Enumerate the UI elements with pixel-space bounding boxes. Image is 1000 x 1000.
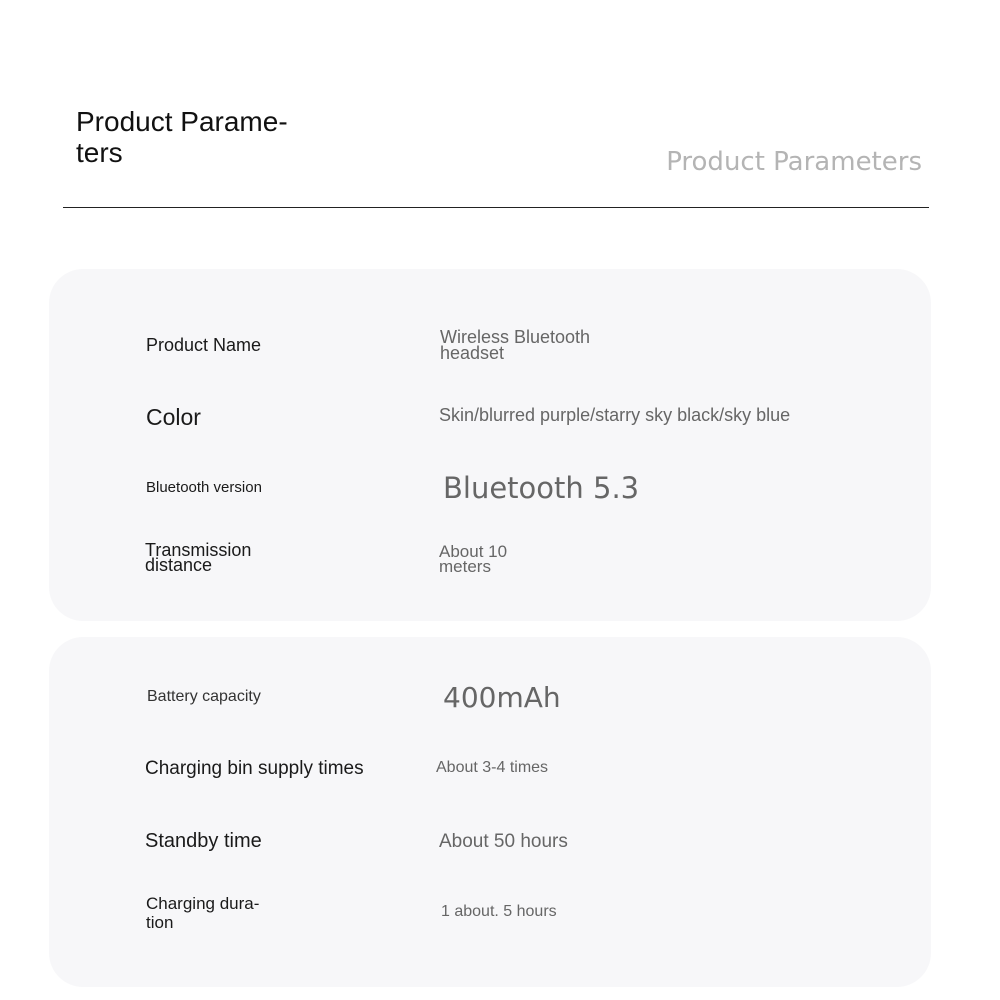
param-value-battery-capacity: 400mAh	[443, 681, 561, 714]
param-label-transmission-distance: Transmission distance	[145, 540, 252, 575]
header-divider	[63, 207, 929, 208]
param-value-transmission-distance: About 10 meters	[439, 542, 508, 576]
param-label-standby-time: Standby time	[145, 830, 262, 852]
param-value-bluetooth-version: Bluetooth 5.3	[443, 471, 640, 505]
param-label-charging-duration: Charging dura-tion	[146, 894, 260, 932]
param-value-color: Skin/blurred purple/starry sky black/sky blue	[439, 405, 791, 425]
param-label-color: Color	[146, 404, 201, 430]
parameters-card-basic	[49, 269, 931, 621]
param-label-charging-bin-supply: Charging bin supply times	[145, 758, 364, 779]
param-value-charging-bin-supply: About 3-4 times	[436, 759, 549, 776]
param-value-standby-time: About 50 hours	[439, 831, 568, 852]
param-value-product-name: Wireless Bluetooth headset	[440, 327, 591, 363]
page-title: Product Parame-ters	[76, 106, 288, 168]
page-subtitle: Product Parameters	[666, 147, 922, 177]
parameters-card-battery	[49, 637, 931, 987]
param-label-bluetooth-version: Bluetooth version	[146, 479, 262, 496]
param-label-product-name: Product Name	[146, 335, 262, 355]
param-value-charging-duration: 1 about. 5 hours	[441, 903, 557, 920]
param-label-battery-capacity: Battery capacity	[147, 688, 261, 705]
